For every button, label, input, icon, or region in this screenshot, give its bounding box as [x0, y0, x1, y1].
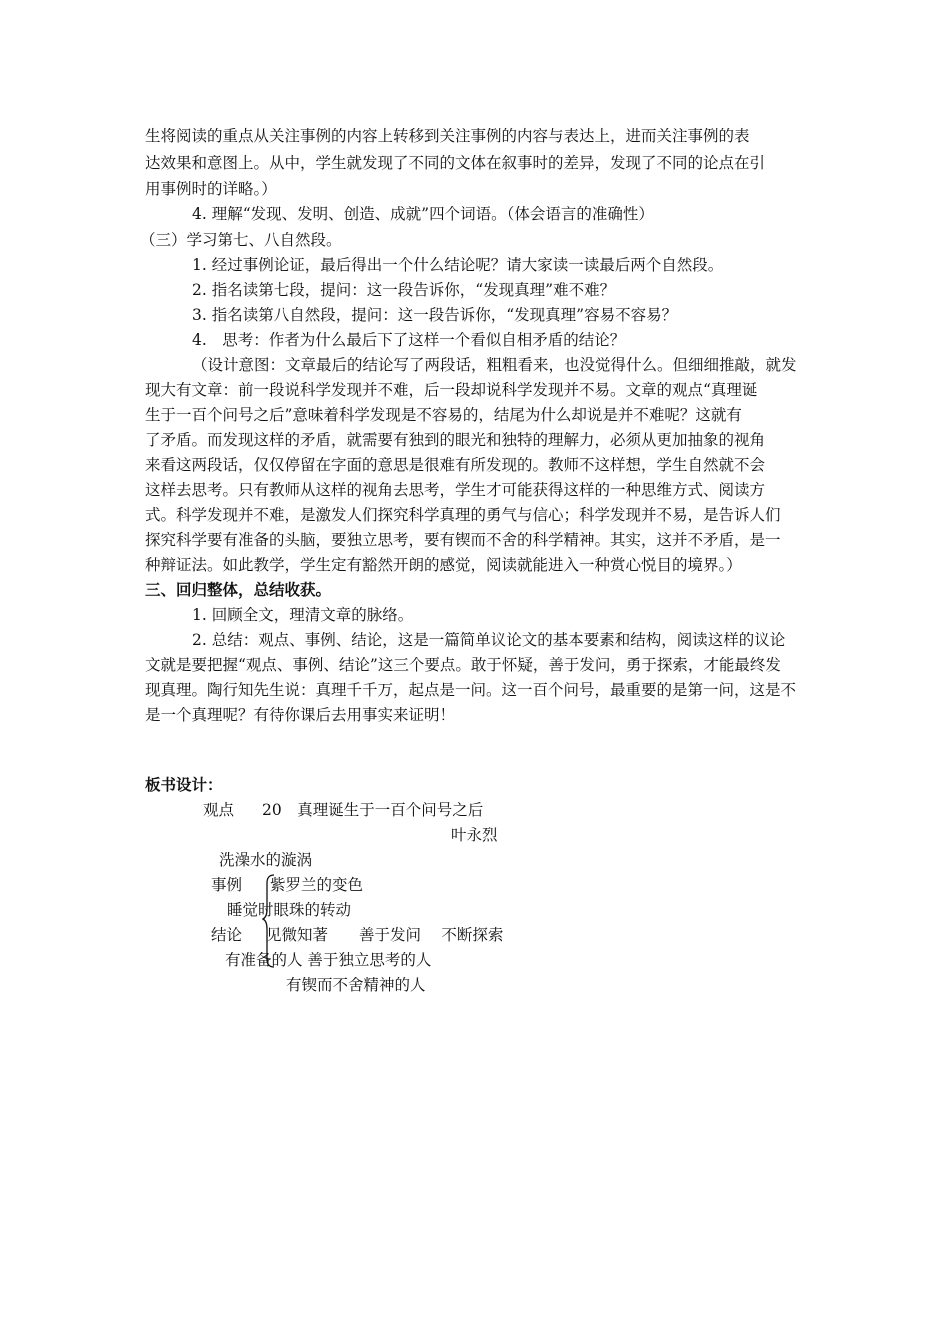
question-2: 2. 指名读第七段，提问：这一段告诉你，“发现真理”难不难？: [192, 281, 616, 299]
design-intent-line-9: 种辩证法。如此教学，学生定有豁然开朗的感觉，阅读就能进入一种赏心悦目的境界。）: [145, 556, 742, 574]
design-intent-line-3: 生于一百个问号之后”意味着科学发现是不容易的，结尾为什么却说是并不难呢？这就有: [145, 406, 742, 424]
board-brace: [262, 873, 276, 969]
board-example-c: 睡觉时眼珠的转动: [227, 901, 352, 919]
question-1: 1. 经过事例论证，最后得出一个什么结论呢？请大家读一读最后两个自然段。: [192, 256, 724, 274]
design-intent-line-6: 这样去思考。只有教师从这样的视角去思考，学生才可能获得这样的一种思维方式、阅读方: [145, 481, 766, 499]
board-label-conclusion: 结论: [211, 926, 243, 944]
board-author: 叶永烈: [451, 826, 498, 844]
board-example-b: 紫罗兰的变色: [270, 876, 364, 894]
design-intent-line-1: （设计意图：文章最后的结论写了两段话，粗粗看来，也没觉得什么。但细细推敲，就发: [192, 356, 797, 374]
question-3: 3. 指名读第八自然段，提问：这一段告诉你，“发现真理”容易不容易？: [192, 306, 678, 324]
design-intent-line-2: 现大有文章：前一段说科学发现并不难，后一段却说科学发现并不易。文章的观点“真理诞: [145, 381, 758, 399]
board-label-example: 事例: [211, 876, 243, 894]
section-3-title: （三）学习第七、八自然段。: [140, 231, 342, 249]
board-lesson-title: 20 真理诞生于一百个问号之后: [262, 801, 484, 819]
design-intent-line-4: 了矛盾。而发现这样的矛盾，就需要有独到的眼光和独特的理解力，必须从更加抽象的视角: [145, 431, 766, 449]
question-4: 4. 思考：作者为什么最后下了这样一个看似自相矛盾的结论？: [192, 331, 626, 349]
board-label-viewpoint: 观点: [203, 801, 235, 819]
design-intent-line-5: 来看这两段话，仅仅停留在字面的意思是很难有所发现的。教师不这样想，学生自然就不会: [145, 456, 766, 474]
board-conclusion-a: 见微知著 善于发问 不断探索: [266, 926, 504, 944]
board-example-a: 洗澡水的漩涡: [219, 851, 313, 869]
design-intent-line-7: 式。科学发现并不难，是激发人们探究科学真理的勇气与信心；科学发现并不易，是告诉人们: [145, 506, 781, 524]
summary-item-2-line-2: 文就是要把握“观点、事例、结论”这三个要点。敢于怀疑，善于发问，勇于探索，才能最终发: [145, 656, 781, 674]
board-conclusion-c: 有锲而不舍精神的人: [286, 976, 426, 994]
part-3-heading: 三、回归整体，总结收获。: [145, 580, 332, 599]
continuation-line-1: 生将阅读的重点从关注事例的内容上转移到关注事例的内容与表达上，进而关注事例的表: [145, 127, 750, 145]
summary-item-2-line-4: 是一个真理呢？有待你课后去用事实来证明！: [145, 706, 456, 724]
continuation-line-3: 用事例时的详略。）: [145, 180, 277, 198]
board-conclusion-b: 有准备的人 善于独立思考的人: [225, 951, 432, 969]
item-4: 4. 理解“发现、发明、创造、成就”四个词语。（体会语言的准确性）: [192, 205, 654, 223]
continuation-line-2: 达效果和意图上。从中，学生就发现了不同的文体在叙事时的差异，发现了不同的论点在引: [145, 154, 766, 172]
summary-item-1: 1. 回顾全文，理清文章的脉络。: [192, 606, 414, 624]
summary-item-2-line-3: 现真理。陶行知先生说：真理千千万，起点是一问。这一百个问号，最重要的是第一问，这是不: [145, 681, 797, 699]
summary-item-2-line-1: 2. 总结：观点、事例、结论，这是一篇简单议论文的基本要素和结构，阅读这样的议论: [192, 631, 786, 649]
design-intent-line-8: 探究科学要有准备的头脑，要独立思考，要有锲而不舍的科学精神。其实，这并不矛盾，是一: [145, 531, 781, 549]
board-design-title: 板书设计：: [145, 775, 223, 794]
